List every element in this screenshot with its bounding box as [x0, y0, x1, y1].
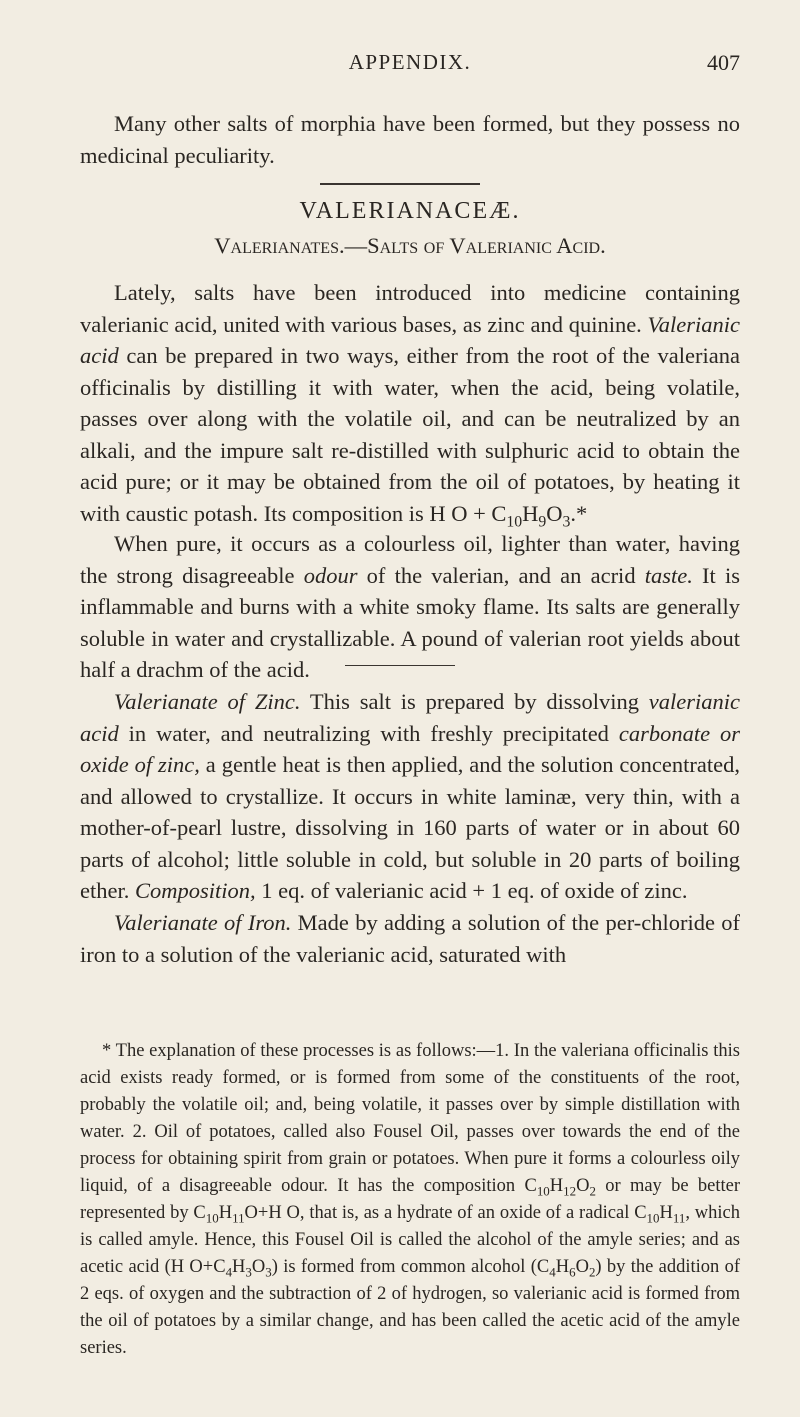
section-title: VALERIANACEÆ.	[299, 198, 521, 224]
subscript: 10	[536, 1183, 550, 1199]
subscript: 10	[506, 513, 523, 530]
p3-composition: Composition,	[134, 878, 256, 903]
paragraph-properties	[80, 528, 740, 686]
p3-acid: valerianic acid	[80, 689, 740, 746]
p4-text: Made by adding a solution of the per-chloride of iron to a solution of the valerianic acid, saturated with	[80, 910, 740, 967]
subscript: 10	[205, 1210, 219, 1226]
subscript: 11	[232, 1210, 245, 1226]
subscript: 9	[538, 513, 547, 530]
header-title: APPENDIX.	[348, 50, 472, 74]
fn-text: H	[549, 1176, 564, 1196]
p2-text: When pure, it occurs as a colourless oil, lighter than water, having the strong disagreeable	[80, 531, 740, 588]
fn-text: O+H O, that is, as a hydrate of an oxide of a radical C	[244, 1203, 647, 1223]
p3-term: Valerianate of Zinc.	[114, 689, 301, 714]
p2-text-2: of the valerian, and an acrid	[357, 562, 645, 588]
subscript: 11	[672, 1210, 686, 1226]
p2-text-3: It is inflammable and burns with a white smoky flame. Its salts are generally soluble in water and crystallizable. A pound of valerian root yields about half a drachm of the acid.	[80, 562, 740, 682]
page-number: 407	[707, 50, 740, 75]
p2-odour: odour	[303, 562, 358, 588]
subscript: 3	[562, 513, 571, 530]
intro-paragraph: Many other salts of morphia have been formed, but they possess no medicinal peculiarity.	[80, 111, 740, 168]
formula-part: .*	[570, 500, 588, 526]
paragraph-valerianate-iron	[80, 907, 740, 970]
section-divider	[320, 183, 480, 185]
p1-text: Lately, salts have been introduced into medicine containing valerianic acid, united with various bases, as zinc and quinine.	[80, 280, 740, 337]
fn-text: H	[659, 1203, 673, 1223]
subscript: 6	[569, 1264, 576, 1280]
subscript: 12	[563, 1183, 577, 1199]
footnote	[80, 1038, 740, 1362]
p1-term: Valerianic acid	[80, 311, 741, 368]
subscript: 2	[589, 1183, 596, 1199]
section-subtitle: Valerianates.—Salts of Valerianic Acid.	[214, 233, 606, 258]
fn-text: * The explanation of these processes is as follows:—1. In the valeriana officinalis this acid exists ready formed, or is formed from some of the constituents of the root, probably the volatile oil; and, being volatile, it passes over by simple distillation with water. 2. Oil of potatoes, called also Fousel Oil, passes over towards the end of the process for obtaining spirit from grain or potatoes. When pure it forms a colourless oily liquid, of a disagreeable odour. It has the composition C	[80, 1041, 740, 1196]
fn-text: O	[576, 1176, 590, 1196]
paragraph-divider	[345, 665, 455, 666]
subscript: 2	[588, 1264, 596, 1280]
p3-text-4: 1 eq. of valerianic acid + 1 eq. of oxide of zinc.	[255, 878, 688, 903]
fn-text: H	[218, 1203, 233, 1223]
fn-text: ) by the addition of 2 eqs. of oxygen and the subtraction of 2 of hydrogen, so valerianic acid is formed from the oil of potatoes by a similar change, and has been called the acetic acid of the amyle series.	[80, 1257, 741, 1358]
fn-text: H	[555, 1257, 570, 1277]
p1-text-2: can be prepared in two ways, either from the root of the valeriana officinalis by distilling it with water, when the acid, being volatile, passes over along with the volatile oil, and can be neutralized by an alkali, and the impure salt re-distilled with sulphuric acid to obtain the acid pure; or it may be obtained from the oil of potatoes, by heating it with caustic potash. Its composition is H O + C	[80, 343, 740, 526]
fn-text: , which is called amyle. Hence, this Fousel Oil is called the alcohol of the amyle series; and as acetic acid (H O+C	[80, 1203, 740, 1277]
formula-part: O	[546, 500, 563, 526]
fn-text: O	[251, 1257, 266, 1277]
p3-text-2: in water, and neutralizing with freshly precipitated	[118, 720, 619, 746]
subscript: 3	[265, 1264, 272, 1280]
p3-text-3: a gentle heat is then applied, and the solution concentrated, and allowed to crystallize. It occurs in white laminæ, very thin, with a mother-of-pearl lustre, dissolving in 160 parts of water or in about 60 parts of alcohol; little soluble in cold, but soluble in 20 parts of boiling ether.	[80, 752, 740, 903]
fn-text: ) is formed from common alcohol (C	[271, 1257, 550, 1277]
formula-part: H	[522, 500, 539, 526]
p3-text: This salt is prepared by dissolving	[300, 689, 649, 714]
subscript: 4	[225, 1264, 233, 1280]
subscript: 10	[646, 1210, 660, 1226]
p3-carbonate: carbonate or oxide of zinc,	[80, 720, 740, 777]
fn-text: H	[232, 1257, 246, 1277]
running-header	[80, 50, 740, 75]
p4-term: Valerianate of Iron.	[114, 910, 292, 935]
fn-text: or may be better represented by C	[80, 1176, 740, 1223]
fn-text: O	[575, 1257, 589, 1277]
paragraph-valerianate-zinc	[80, 686, 740, 907]
subscript: 4	[549, 1264, 556, 1280]
p2-taste: taste.	[644, 562, 693, 588]
subscript: 3	[245, 1264, 252, 1280]
paragraph-valerianic-acid	[80, 277, 740, 529]
